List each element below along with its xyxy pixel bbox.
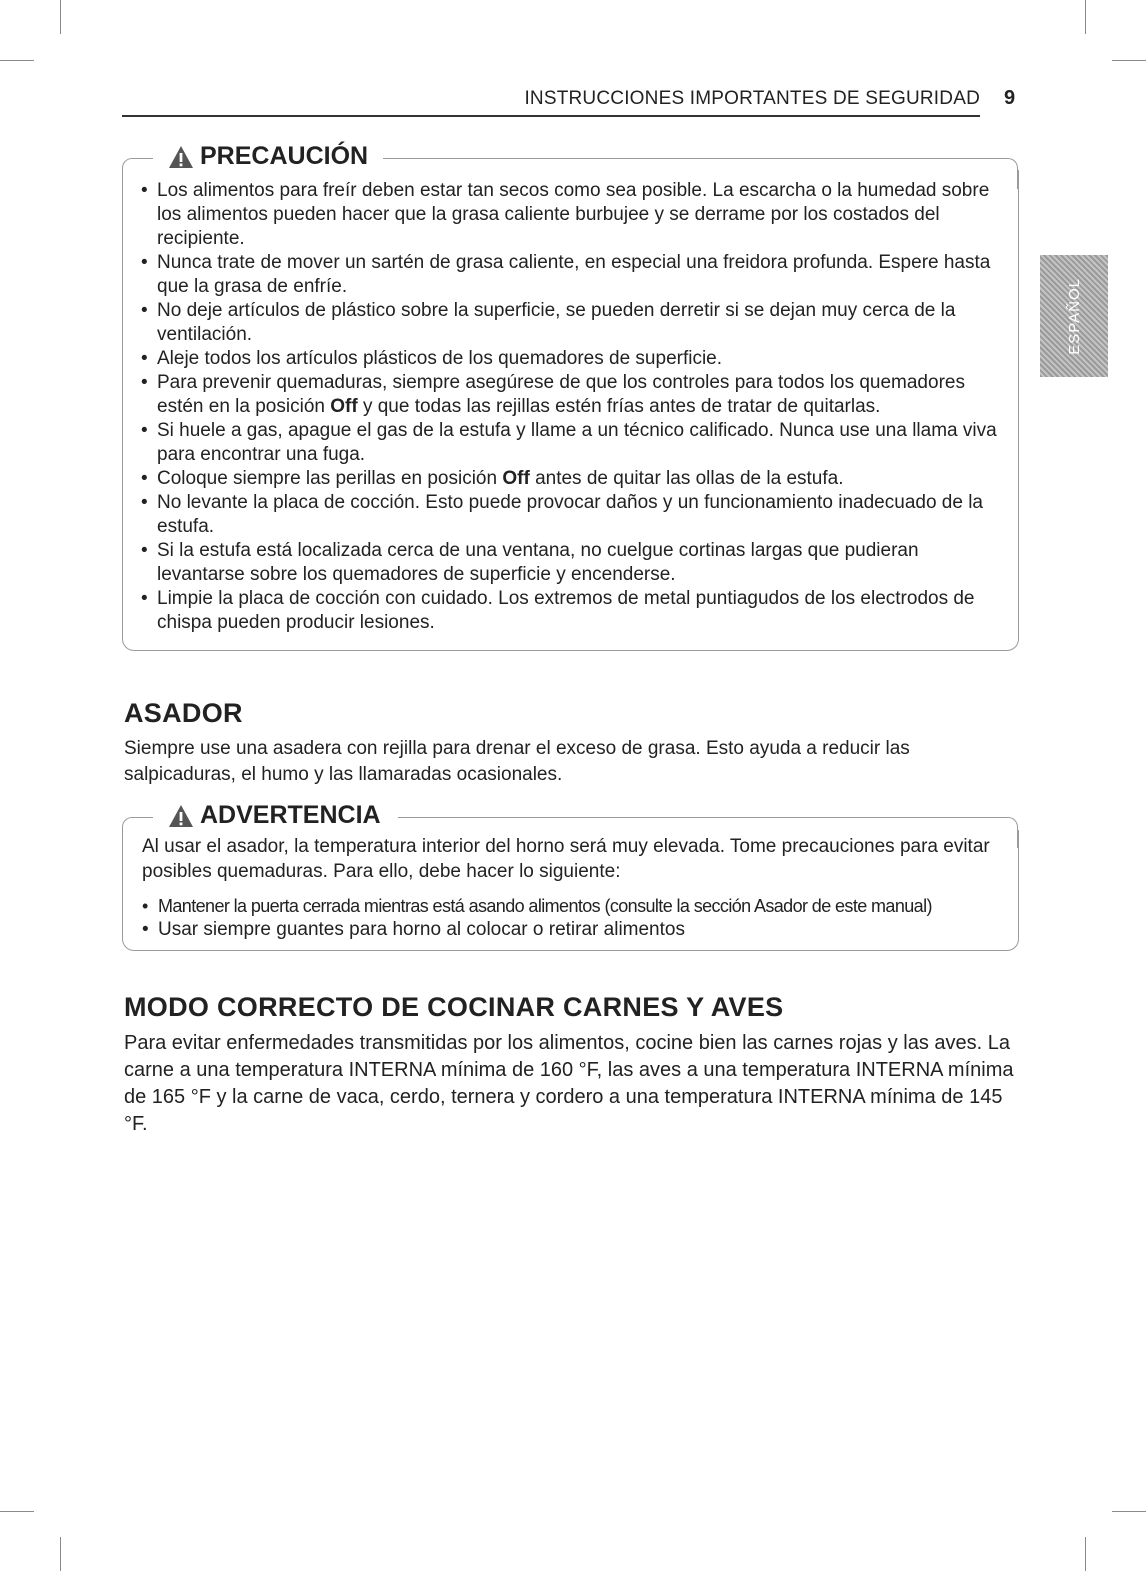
advertencia-title-text: ADVERTENCIA [200,801,381,829]
asador-text: Siempre use una asadera con rejilla para drenar el exceso de grasa. Esto ayuda a reducir las salpicaduras, el humo y las llamaradas ocasionales. [124,738,910,785]
list-item: • Si la estufa está localizada cerca de una ventana, no cuelgue cortinas largas que pudieran levantarse sobre los quemadores de superficie y encenderse. [141,539,1011,587]
crop-mark [60,0,61,34]
list-item: • Limpie la placa de cocción con cuidado. Los extremos de metal puntiagudos de los electrodos de chispa pueden producir lesiones. [141,587,1011,635]
running-header: INSTRUCCIONES IMPORTANTES DE SEGURIDAD [524,88,980,109]
list-item: • Si huele a gas, apague el gas de la estufa y llame a un técnico calificado. Nunca use una llama viva para encontrar una fuga. [141,419,1011,467]
list-item: • Los alimentos para freír deben estar tan secos como sea posible. La escarcha o la humedad sobre los alimentos pueden hacer que la grasa caliente burbujee y se derrame por los costados del recipiente. [141,179,1011,251]
crop-mark [1112,1511,1146,1512]
crop-mark [1085,0,1086,34]
warning-triangle-icon [168,804,194,828]
precaucion-title [162,142,374,171]
list-item: • No levante la placa de cocción. Esto puede provocar daños y un funcionamiento inadecuado de la estufa. [141,491,1011,539]
crop-mark [60,1537,61,1571]
modo-heading: MODO CORRECTO DE COCINAR CARNES Y AVES [124,992,784,1022]
language-tab-label: ESPAÑOL [1065,277,1083,355]
list-item: • No deje artículos de plástico sobre la superficie, se pueden derretir si se dejan muy cerca de la ventilación. [141,299,1011,347]
list-item: • Nunca trate de mover un sartén de grasa caliente, en especial una freidora profunda. Espere hasta que la grasa de enfríe. [141,251,1011,299]
page-number: 9 [1004,87,1016,109]
language-tab [1040,255,1108,377]
precaucion-title-text: PRECAUCIÓN [200,142,369,170]
advertencia-list [142,894,1012,942]
crop-mark [1112,60,1146,61]
list-item: • Para prevenir quemaduras, siempre asegúrese de que los controles para todos los quemadores estén en la posición Off y que todas las rejillas estén frías antes de tratar de quitarlas. [141,371,1011,419]
list-item: • Mantener la puerta cerrada mientras está asando alimentos (consulte la sección Asador de este manual) [142,894,1012,918]
crop-mark [0,1511,34,1512]
list-item: • Usar siempre guantes para horno al colocar o retirar alimentos [142,918,1012,942]
advertencia-intro: Al usar el asador, la temperatura interior del horno será muy elevada. Tome precauciones para evitar posibles quemaduras. Para ello, debe hacer lo siguiente: [142,836,990,882]
modo-text: Para evitar enfermedades transmitidas por los alimentos, cocine bien las carnes rojas y las aves. La carne a una temperatura INTERNA mínima de 160 °F, las aves a una temperatura INTERNA mínima de 165 °F y la carne de vaca, cerdo, ternera y cordero a una temperatura INTERNA mínima de 145 °F. [124,1032,1014,1135]
warning-triangle-icon [168,145,194,169]
crop-mark [1085,1537,1086,1571]
crop-mark [0,60,34,61]
list-item: • Coloque siempre las perillas en posición Off antes de quitar las ollas de la estufa. [141,467,1011,491]
list-item: • Aleje todos los artículos plásticos de los quemadores de superficie. [141,347,1011,371]
advertencia-title [162,801,387,830]
precaucion-list [141,179,1011,635]
header-rule [122,115,980,117]
asador-heading: ASADOR [124,698,243,728]
